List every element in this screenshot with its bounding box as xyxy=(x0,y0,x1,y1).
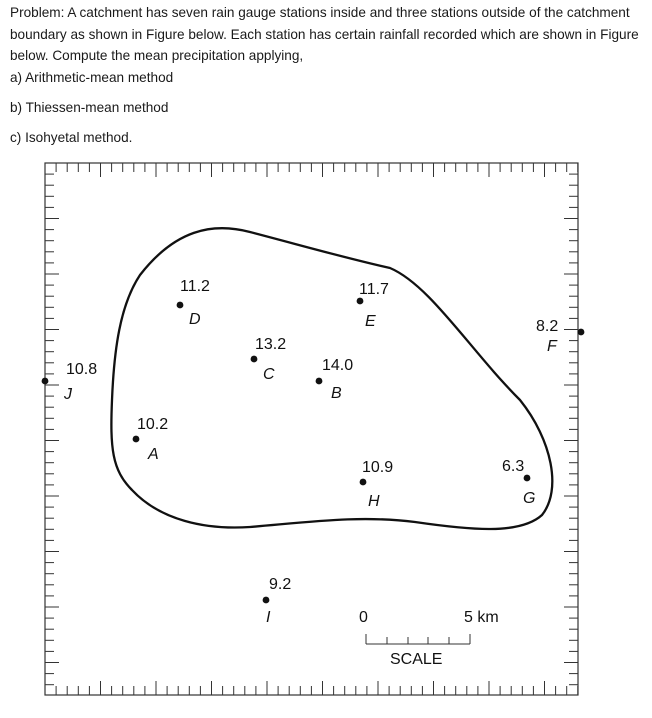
station-G-rainfall: 6.3 xyxy=(502,458,525,475)
station-D-label: D xyxy=(189,311,201,328)
scale-title: SCALE xyxy=(390,651,443,668)
station-F xyxy=(536,318,584,355)
station-H-label: H xyxy=(368,493,380,510)
station-E-dot xyxy=(357,298,364,305)
station-F-label: F xyxy=(547,338,557,355)
station-E-rainfall: 11.7 xyxy=(359,281,389,298)
station-J-label: J xyxy=(64,386,72,403)
station-J-rainfall: 10.8 xyxy=(66,361,98,378)
station-D xyxy=(177,278,210,328)
station-F-dot xyxy=(578,329,585,336)
station-A-rainfall: 10.2 xyxy=(137,416,169,433)
station-A-label: A xyxy=(148,446,159,463)
part-c: c) Isohyetal method. xyxy=(10,130,133,145)
station-A-dot xyxy=(133,436,140,443)
problem-text: Problem: A catchment has seven rain gauge stations inside and three stations outside of the catchment boundary as shown in Figure below. Each station has certain rainfall recorded which are shown in Figure below. Compute the mean precipitation applying, xyxy=(10,5,639,63)
scale-zero-label: 0 xyxy=(359,609,368,626)
station-B-label: B xyxy=(331,385,342,402)
station-F-rainfall: 8.2 xyxy=(536,318,559,335)
station-D-dot xyxy=(177,302,184,309)
station-G xyxy=(502,458,535,507)
station-B-dot xyxy=(316,378,323,385)
station-C xyxy=(251,336,287,383)
station-G-label: G xyxy=(523,490,536,507)
part-b: b) Thiessen-mean method xyxy=(10,100,169,115)
station-E-label: E xyxy=(365,313,376,330)
station-H xyxy=(360,459,394,510)
station-B xyxy=(316,357,354,402)
catchment-boundary xyxy=(111,228,552,529)
station-C-rainfall: 13.2 xyxy=(255,336,287,353)
station-H-rainfall: 10.9 xyxy=(362,459,394,476)
part-a: a) Arithmetic-mean method xyxy=(10,70,174,85)
station-B-rainfall: 14.0 xyxy=(322,357,354,374)
station-D-rainfall: 11.2 xyxy=(180,278,210,295)
station-C-label: C xyxy=(263,366,275,383)
scale-bar xyxy=(359,609,499,668)
station-E xyxy=(357,281,389,330)
station-A xyxy=(133,416,169,463)
station-I-label: I xyxy=(266,609,271,626)
station-C-dot xyxy=(251,356,258,363)
station-G-dot xyxy=(524,475,531,482)
station-H-dot xyxy=(360,479,367,486)
station-I-dot xyxy=(263,597,270,604)
station-I-rainfall: 9.2 xyxy=(269,576,292,593)
station-I xyxy=(263,576,292,626)
station-J-dot xyxy=(42,378,49,385)
scale-end-label: 5 km xyxy=(464,609,499,626)
